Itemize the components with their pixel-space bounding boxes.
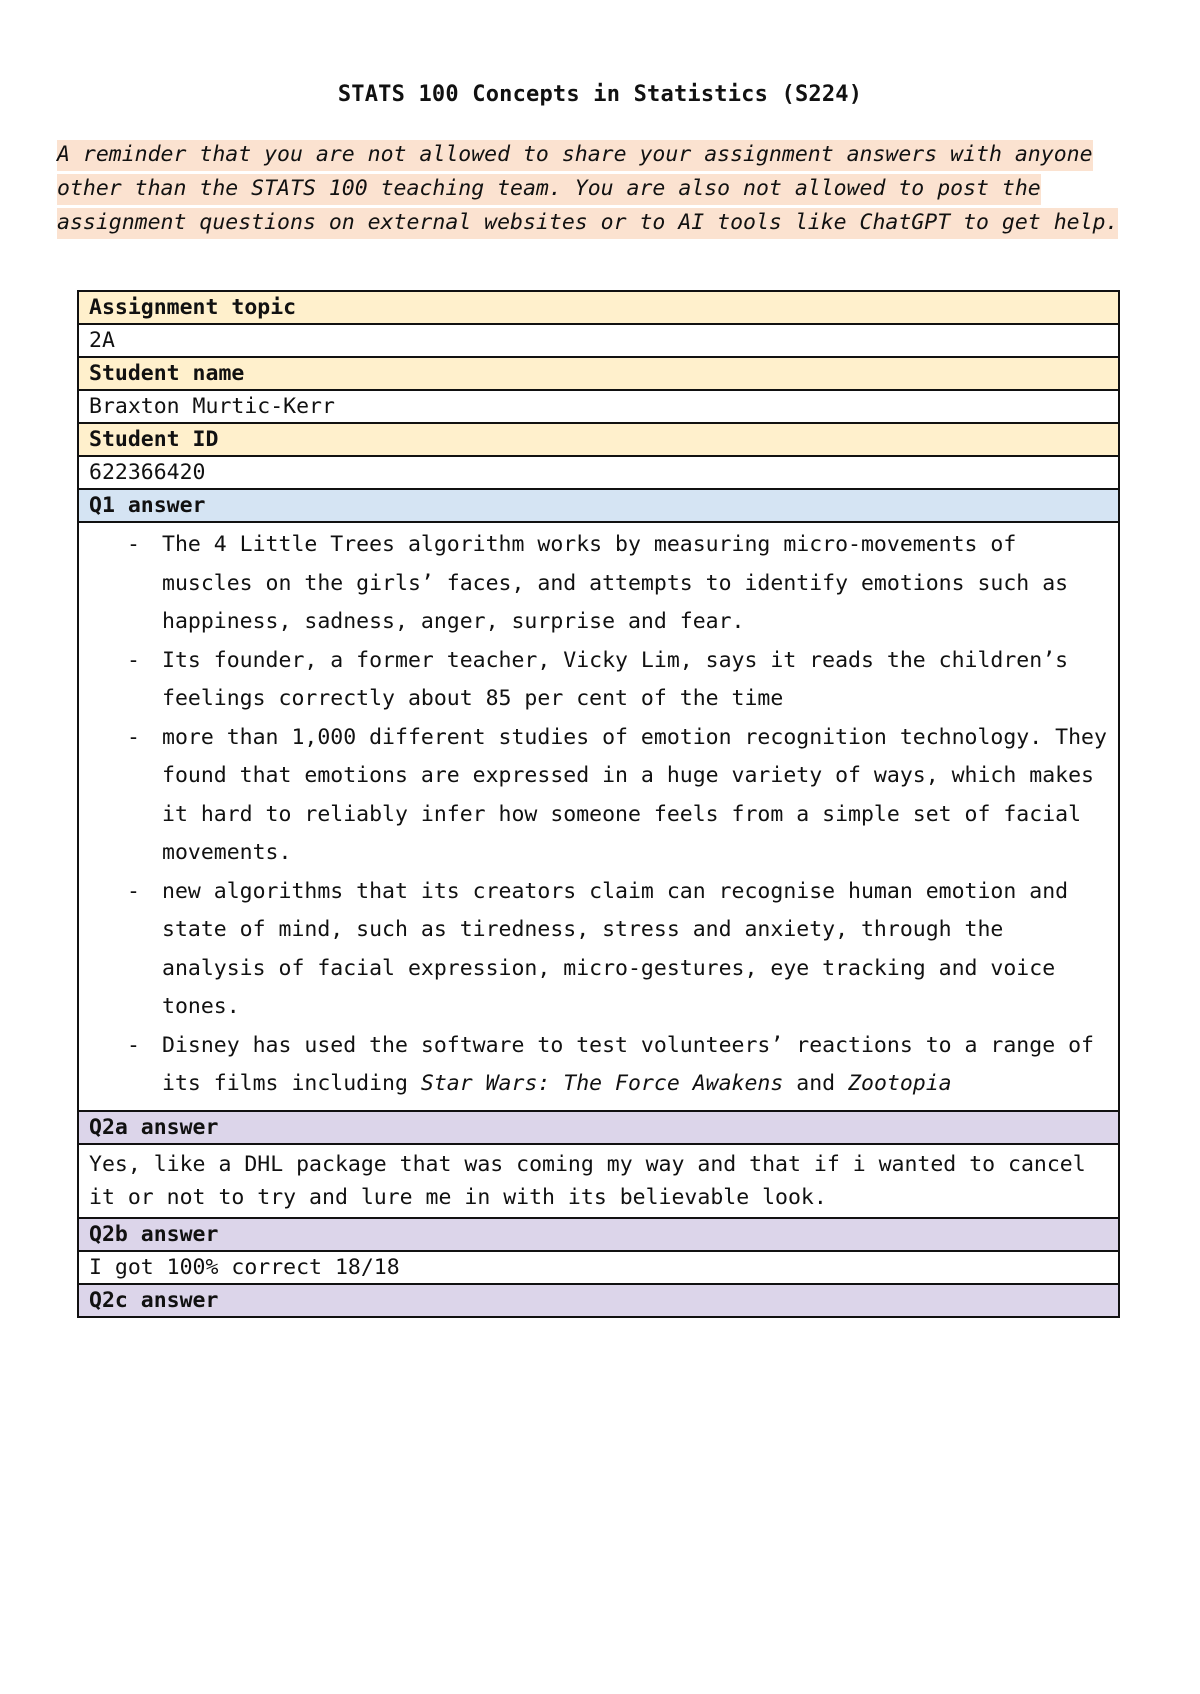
list-item [89, 1027, 1108, 1104]
list-item [89, 642, 1108, 719]
q1-header-row [78, 489, 1119, 522]
q2b-answer: I got 100% correct 18/18 [78, 1251, 1119, 1284]
bullet-text: Its founder, a former teacher, Vicky Lim, says it reads the children’s feelings correctly about 85 per cent of the time [162, 647, 1069, 711]
q1-answer-cell [78, 522, 1119, 1111]
q2a-answer: Yes, like a DHL package that was coming my way and that if i wanted to cancel it or not to try and lure me in with its believable look. [78, 1144, 1119, 1218]
q2b-label: Q2b answer [78, 1218, 1119, 1251]
q1-answer-row [78, 522, 1119, 1111]
bullet-joiner: and [783, 1071, 849, 1096]
student-name-header-row [78, 357, 1119, 390]
student-id-label: Student ID [78, 423, 1119, 456]
student-name-label: Student name [78, 357, 1119, 390]
film-title-zootopia: Zootopia [848, 1071, 952, 1096]
q2a-answer-row [78, 1144, 1119, 1218]
document-title: STATS 100 Concepts in Statistics (S224) [337, 82, 863, 107]
bullet-dash: - [127, 1032, 140, 1058]
student-name-value-row [78, 390, 1119, 423]
film-title-star-wars: Star Wars: The Force Awakens [420, 1071, 784, 1096]
q2b-answer-row [78, 1251, 1119, 1284]
reminder-text: A reminder that you are not allowed to share your assignment answers with anyone other than the STATS 100 teaching team. You are also not allowed to post the assignment questions on external websites or to AI tools like ChatGPT to get help. [57, 140, 1118, 239]
list-item [89, 873, 1108, 1027]
list-item [89, 526, 1108, 642]
bullet-text: The 4 Little Trees algorithm works by measuring micro-movements of muscles on the girls’ faces, and attempts to identify emotions such as happiness, sadness, anger, surprise and fear. [162, 532, 1069, 634]
q2a-header-row [78, 1111, 1119, 1144]
bullet-dash: - [127, 647, 140, 673]
q1-label: Q1 answer [78, 489, 1119, 522]
q2b-header-row [78, 1218, 1119, 1251]
assignment-table [77, 290, 1120, 1318]
q2c-label: Q2c answer [78, 1284, 1119, 1317]
list-item [89, 719, 1108, 873]
bullet-text: new algorithms that its creators claim can recognise human emotion and state of mind, such as tiredness, stress and anxiety, through the analysis of facial expression, micro-gestures, eye tracking and voice tones. [162, 878, 1069, 1019]
assignment-topic-value-row [78, 324, 1119, 357]
assignment-topic-header-row [78, 291, 1119, 324]
student-name-value: Braxton Murtic-Kerr [78, 390, 1119, 423]
q1-bullet-list [89, 526, 1108, 1104]
bullet-dash: - [127, 532, 140, 557]
assignment-topic-value: 2A [78, 324, 1119, 357]
student-id-value-row [78, 456, 1119, 489]
assignment-topic-label: Assignment topic [78, 291, 1119, 324]
q2c-header-row [78, 1284, 1119, 1317]
bullet-text: Disney has used the software to test volunteers’ reactions to a range of its films including [162, 1032, 1094, 1096]
reminder-notice [57, 138, 1137, 240]
bullet-dash: - [127, 724, 140, 750]
bullet-dash: - [127, 878, 140, 904]
student-id-value: 622366420 [78, 456, 1119, 489]
student-id-header-row [78, 423, 1119, 456]
bullet-text: more than 1,000 different studies of emotion recognition technology. They found that emotions are expressed in a huge variety of ways, which makes it hard to reliably infer how someone feels from a simple set of facial movements. [162, 724, 1107, 865]
q2a-label: Q2a answer [78, 1111, 1119, 1144]
